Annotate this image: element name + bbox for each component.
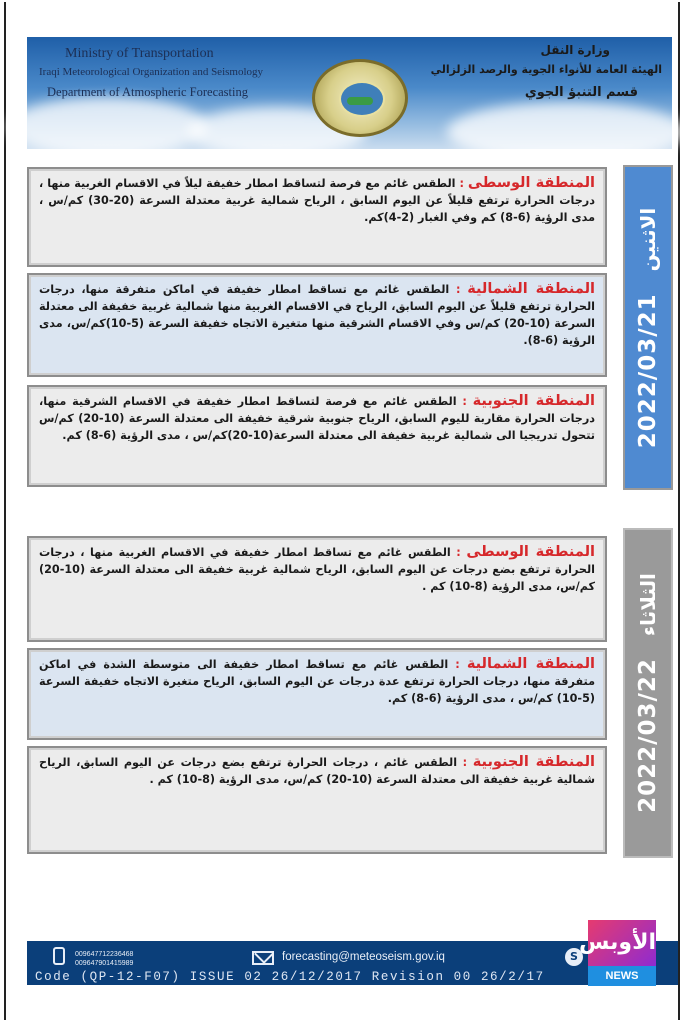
day-tab xyxy=(623,528,673,858)
region-south: المنطقة الجنوبية : الطقس غائم مع فرصة لتساقط امطار خفيفة في الاقسام الشرقية منها، درجات الحرارة مقاربة لليوم السابق، الرياح جنوبية شرقية خفيفة الى معتدلة السرعة (10-20) كم/س تتحول تدريجيا الى شمالية غربية خفيفة الى معتدلة السرعة(10-20)كم/س ، مدى الرؤية (6-8) كم. xyxy=(27,385,607,487)
region-title: المنطقة الوسطى xyxy=(467,175,595,191)
day-name: الاثنين xyxy=(636,207,660,271)
header-ministry-en: Ministry of Transportation xyxy=(65,46,214,61)
day-tab xyxy=(623,165,673,490)
news-badge-logo: الأوبس xyxy=(588,920,656,966)
footer-phones xyxy=(75,950,133,968)
region-text: الطقس غائم مع تساقط امطار خفيفة الى متوسطة الشدة في اماكن متفرقة منها، درجات الحرارة ترتفع عدة درجات عن اليوم السابق، الرياح متغيرة الاتجاه خفيفة السرعة (5-10) كم/س ، مدى الرؤية (6-8) كم. xyxy=(39,658,595,705)
region-title: المنطقة الجنوبية xyxy=(472,754,595,770)
region-title: المنطقة الشمالية xyxy=(466,656,595,672)
forecast-day-1 xyxy=(27,165,673,490)
cloud-decoration xyxy=(7,97,207,157)
logo-emblem-icon xyxy=(339,81,385,117)
region-text: الطقس غائم مع فرصة لتساقط امطار خفيفة في الاقسام الشرقية منها، درجات الحرارة مقاربة لليوم السابق، الرياح جنوبية شرقية خفيفة الى معتدلة السرعة (10-20) كم/س تتحول تدريجيا الى شمالية غربية خفيفة الى معتدلة السرعة(10-20)كم/س ، مدى الرؤية (6-8) كم. xyxy=(39,395,596,442)
header-department-en: Department of Atmospheric Forecasting xyxy=(47,85,248,99)
region-south: المنطقة الجنوبية : الطقس غائم ، درجات الحرارة ترتفع بضع درجات عن اليوم السابق، الرياح شمالية غربية خفيفة الى معتدلة السرعة (10-20) كم/س، مدى الرؤية (8-10) كم . xyxy=(27,746,607,854)
phone-number: 009647901415989 xyxy=(75,960,134,967)
news-badge-label: NEWS xyxy=(588,966,656,986)
region-text: الطقس غائم ، درجات الحرارة ترتفع بضع درجات عن اليوم السابق، الرياح شمالية غربية خفيفة الى معتدلة السرعة (10-20) كم/س، مدى الرؤية (8-10) كم . xyxy=(39,756,595,786)
header-organization-ar: الهيئة العامة للأنواء الجوية والرصد الزلزالي xyxy=(430,63,662,76)
day-date: 2022/03/22 xyxy=(635,658,661,813)
region-central: المنطقة الوسطى : الطقس غائم مع فرصة لتساقط امطار خفيفة ليلاً في الاقسام الغربية منها ، درجات الحرارة ترتفع قليلاً عن اليوم السابق ، الرياح شمالية غربية معتدلة السرعة (20-30) كم/س ، مدى الرؤية (6-8) كم وفي الغبار (2-4)كم. xyxy=(27,167,607,267)
region-title: المنطقة الجنوبية xyxy=(472,393,595,409)
news-badge xyxy=(579,920,656,986)
organization-logo xyxy=(312,59,408,137)
document-code: Code (QP-12-F07) ISSUE 02 26/12/2017 Revision 00 26/2/17 xyxy=(35,970,545,984)
region-north: المنطقة الشمالية : الطقس غائم مع تساقط امطار خفيفة في اماكن متفرقة منها، درجات الحرارة ترتفع قليلاً عن اليوم السابق، الرياح في الاقسام الغربية منها شمالية غربية خفيفة الى معتدلة السرعة (10-20) كم/س وفي الاقسام الشرقية منها متغيرة الاتجاه خفيفة السرعة (5-10)كم/س، مدى الرؤية (6-8). xyxy=(27,273,607,377)
header-organization-en: Iraqi Meteorological Organization and Seismology xyxy=(39,66,264,78)
footer-email[interactable]: forecasting@meteoseism.gov.iq xyxy=(282,951,445,963)
day-date: 2022/03/21 xyxy=(635,292,661,448)
region-title: المنطقة الشمالية xyxy=(467,281,595,297)
mail-icon xyxy=(252,951,274,965)
region-text: الطقس غائم مع تساقط امطار خفيفة في اماكن متفرقة منها، درجات الحرارة ترتفع قليلاً عن اليوم السابق، الرياح في الاقسام الغربية منها شمالية غربية خفيفة الى معتدلة السرعة (10-20) كم/س وفي الاقسام الشرقية منها متغيرة الاتجاه خفيفة السرعة (5-10)كم/س، مدى الرؤية (6-8). xyxy=(39,283,596,347)
region-text: الطقس غائم مع تساقط امطار خفيفة في الاقسام الغربية منها ، درجات الحرارة ترتفع بضع درجات عن اليوم السابق، الرياح شمالية غربية خفيفة الى معتدلة السرعة (10-20) كم/س، مدى الرؤية (8-10) كم . xyxy=(39,546,595,593)
region-central: المنطقة الوسطى : الطقس غائم مع تساقط امطار خفيفة في الاقسام الغربية منها ، درجات الحرارة ترتفع بضع درجات عن اليوم السابق، الرياح شمالية غربية خفيفة الى معتدلة السرعة (10-20) كم/س، مدى الرؤية (8-10) كم . xyxy=(27,536,607,642)
region-text: الطقس غائم مع فرصة لتساقط امطار خفيفة ليلاً في الاقسام الغربية منها ، درجات الحرارة ترتفع قليلاً عن اليوم السابق ، الرياح شمالية غربية معتدلة السرعة (20-30) كم/س ، مدى الرؤية (6-8) كم وفي الغبار (2-4)كم. xyxy=(39,177,595,224)
phone-icon xyxy=(53,947,65,965)
header-banner xyxy=(27,37,672,149)
header-ministry-ar: وزارة النقل xyxy=(540,43,610,57)
skype-icon: S xyxy=(565,948,583,966)
cloud-decoration xyxy=(447,102,687,162)
forecast-day-2 xyxy=(27,528,673,858)
phone-number: 009647712236468 xyxy=(75,951,134,958)
region-north: المنطقة الشمالية : الطقس غائم مع تساقط امطار خفيفة الى متوسطة الشدة في اماكن متفرقة منها، درجات الحرارة ترتفع عدة درجات عن اليوم السابق، الرياح متغيرة الاتجاه خفيفة السرعة (5-10) كم/س ، مدى الرؤية (6-8) كم. xyxy=(27,648,607,740)
day-name: الثلاثاء xyxy=(636,573,660,637)
region-title: المنطقة الوسطى xyxy=(466,544,595,560)
header-department-ar: قسم التنبؤ الجوي xyxy=(524,85,638,100)
